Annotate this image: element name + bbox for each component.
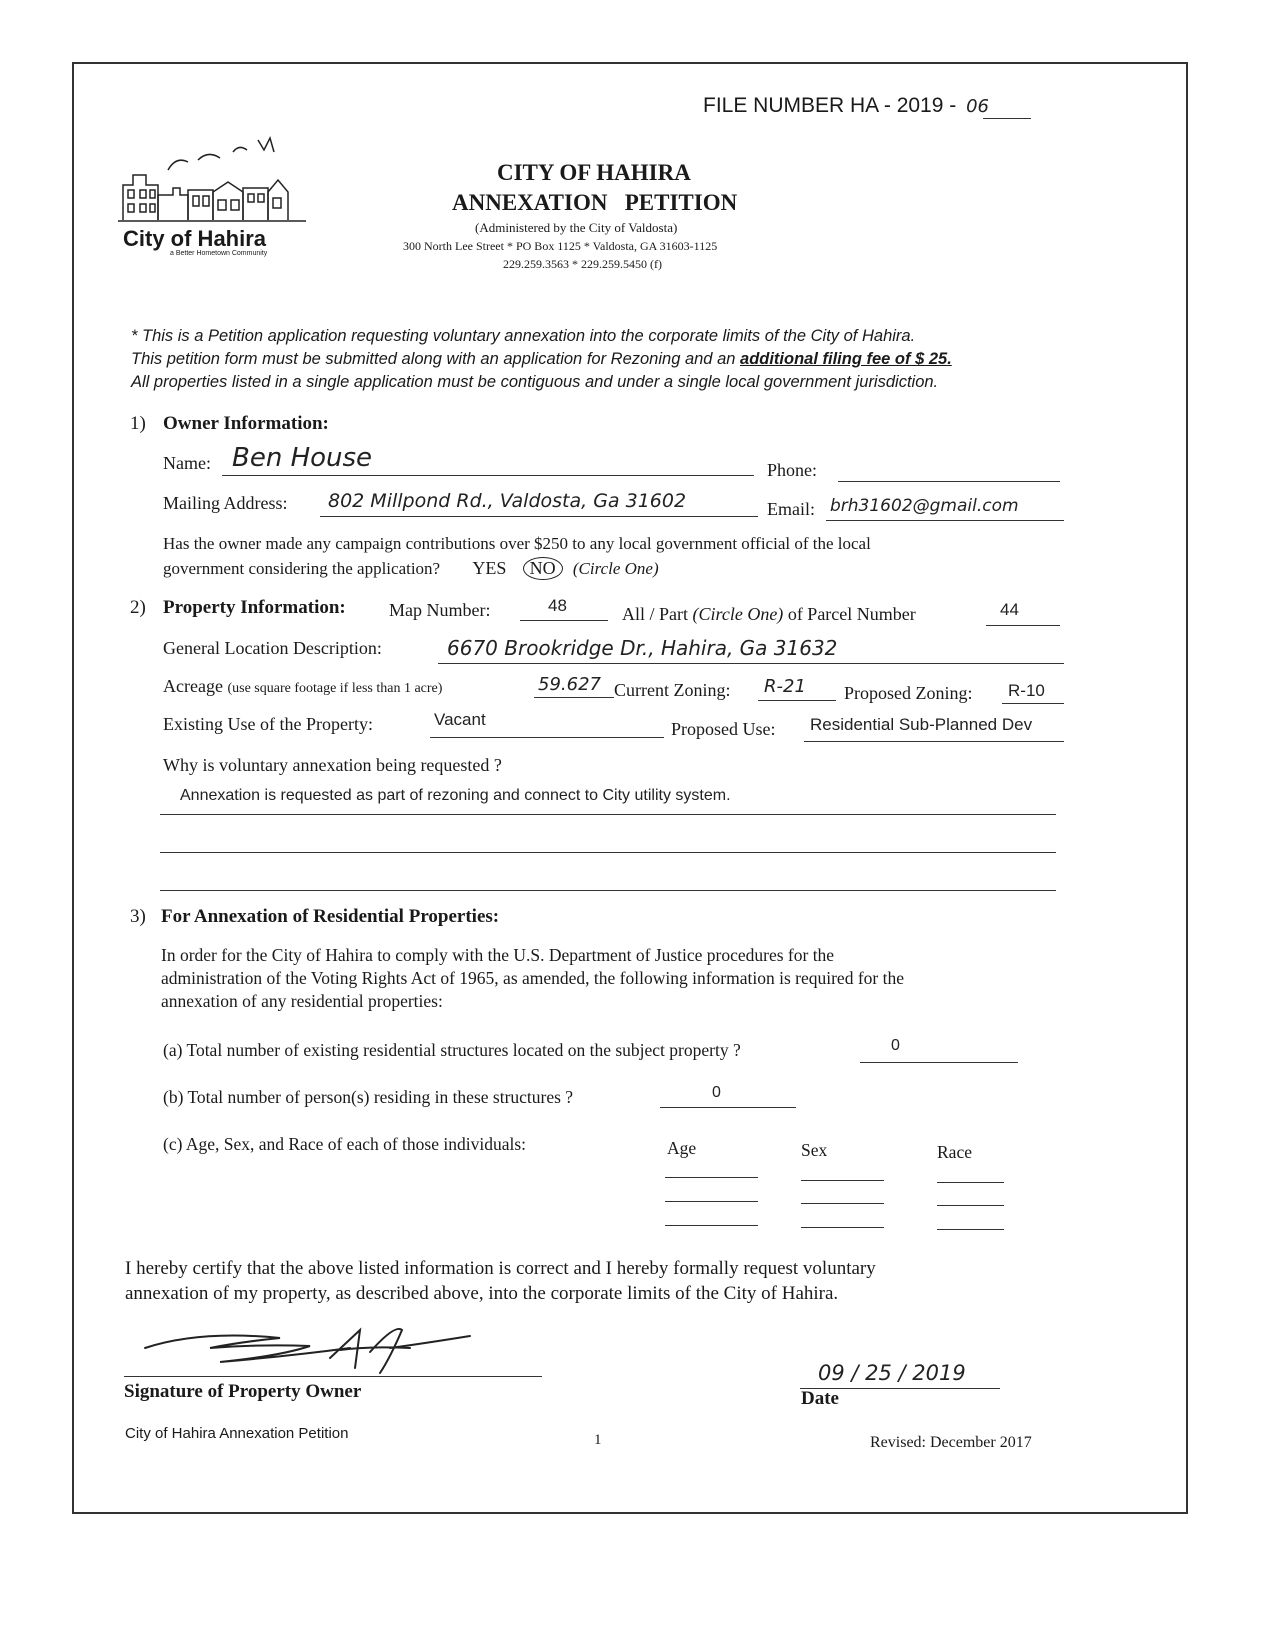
date-field[interactable]: 09 / 25 / 2019 [818, 1361, 966, 1385]
why-annexation-label: Why is voluntary annexation being requested ? [163, 755, 502, 775]
existing-use-field[interactable]: Vacant [434, 710, 486, 729]
current-zoning-field[interactable]: R-21 [764, 676, 806, 697]
acreage-label-text: Acreage [163, 676, 223, 696]
proposed-use-underline [804, 741, 1064, 742]
name-underline [222, 475, 754, 476]
campaign-question-line-1: Has the owner made any campaign contributions over $250 to any local government official of the local [163, 534, 871, 553]
section-3-heading: For Annexation of Residential Properties: [161, 906, 500, 927]
question-a-field[interactable]: 0 [891, 1037, 900, 1054]
existing-use-label: Existing Use of the Property: [163, 714, 373, 734]
office-address: 300 North Lee Street * PO Box 1125 * Valdosta, GA 31603-1125 [403, 239, 718, 253]
column-race: Race [937, 1142, 972, 1162]
circle-one-note: (Circle One) [572, 559, 659, 578]
age-line-3[interactable] [665, 1225, 758, 1226]
why-line-2 [160, 852, 1056, 853]
logo-text: City of Hahira [123, 226, 267, 251]
age-line-1[interactable] [665, 1177, 758, 1178]
section-3-number: 3) [130, 906, 146, 927]
question-c-label: (c) Age, Sex, and Race of each of those individuals: [163, 1134, 527, 1154]
all-part-label [622, 604, 916, 625]
proposed-zoning-field[interactable]: R-10 [1008, 681, 1045, 700]
acreage-label [163, 676, 442, 697]
certification-line-1: I hereby certify that the above listed information is correct and I hereby formally request voluntary [125, 1258, 876, 1279]
section-3-para-line-3: annexation of any residential properties: [161, 991, 443, 1011]
no-option-label: NO [529, 558, 556, 578]
intro-line-3: All properties listed in a single application must be contiguous and under a single local government jurisdiction. [131, 373, 939, 391]
parcel-number-label: of Parcel Number [787, 604, 916, 624]
section-3-para-line-1: In order for the City of Hahira to comply with the U.S. Department of Justice procedures for the [161, 945, 835, 965]
campaign-question-text: government considering the application? [163, 559, 441, 578]
proposed-zoning-underline [1002, 703, 1064, 704]
why-line-3 [160, 890, 1056, 891]
email-label: Email: [767, 499, 815, 519]
date-label: Date [801, 1388, 839, 1409]
map-number-label: Map Number: [389, 600, 491, 620]
signature-label: Signature of Property Owner [124, 1381, 362, 1402]
race-line-1[interactable] [937, 1182, 1004, 1183]
town-skyline-icon [118, 130, 308, 225]
acreage-field[interactable]: 59.627 [538, 674, 601, 695]
race-line-3[interactable] [937, 1229, 1004, 1230]
section-1-heading: Owner Information: [163, 413, 329, 434]
file-number-label: FILE NUMBER HA - 201 [703, 94, 932, 117]
file-number-sep: - [949, 94, 957, 117]
name-field[interactable]: Ben House [232, 443, 373, 473]
section-2-number: 2) [130, 597, 146, 618]
filing-fee-text: additional filing fee of $ 25. [740, 350, 952, 368]
question-b-underline [660, 1107, 796, 1108]
section-2-heading: Property Information: [163, 597, 346, 618]
intro-line-2 [131, 350, 952, 369]
city-logo [118, 130, 308, 260]
office-phones: 229.259.3563 * 229.259.5450 (f) [503, 257, 662, 271]
mailing-address-underline [320, 516, 758, 517]
question-b-label: (b) Total number of person(s) residing in these structures ? [163, 1087, 574, 1107]
race-line-2[interactable] [937, 1205, 1004, 1206]
section-1-number: 1) [130, 413, 146, 434]
all-part-circle-note: (Circle One) [692, 604, 784, 624]
file-number-suffix: 06 [966, 96, 990, 117]
section-3-para-line-2: administration of the Voting Rights Act of 1965, as amended, the following information is required for the [161, 968, 904, 988]
proposed-zoning-label: Proposed Zoning: [844, 683, 973, 703]
administered-note: (Administered by the City of Valdosta) [475, 220, 678, 235]
no-option[interactable] [523, 557, 563, 580]
campaign-question-line-2 [163, 557, 659, 580]
current-zoning-label: Current Zoning: [614, 680, 731, 700]
file-number-year-digit: 9 [931, 94, 944, 117]
phone-label: Phone: [767, 460, 818, 480]
map-number-underline [520, 620, 608, 621]
question-a-label: (a) Total number of existing residential structures located on the subject property ? [163, 1040, 741, 1060]
parcel-number-field[interactable]: 44 [1000, 600, 1019, 619]
page-title: CITY OF HAHIRA [497, 160, 691, 185]
mailing-address-field[interactable]: 802 Millpond Rd., Valdosta, Ga 31602 [328, 490, 687, 512]
sex-line-3[interactable] [801, 1227, 884, 1228]
sex-line-1[interactable] [801, 1180, 884, 1181]
column-age: Age [667, 1138, 697, 1158]
file-number [703, 94, 989, 118]
file-number-underline [983, 118, 1031, 119]
location-field[interactable]: 6670 Brookridge Dr., Hahira, Ga 31632 [447, 636, 838, 660]
yes-option[interactable]: YES [472, 558, 507, 578]
footer-doc-name: City of Hahira Annexation Petition [125, 1425, 349, 1442]
map-number-field[interactable]: 48 [548, 596, 567, 615]
sex-line-2[interactable] [801, 1203, 884, 1204]
column-sex: Sex [801, 1140, 828, 1160]
intro-line-2-text: This petition form must be submitted along with an application for Rezoning and an [131, 350, 741, 368]
page-subtitle: ANNEXATION PETITION [452, 190, 738, 215]
email-underline [826, 520, 1064, 521]
proposed-use-field[interactable]: Residential Sub-Planned Dev [810, 715, 1033, 734]
why-line-1 [160, 814, 1056, 815]
acreage-note: (use square footage if less than 1 acre) [227, 681, 443, 696]
parcel-number-underline [986, 625, 1060, 626]
owner-signature-icon [140, 1318, 480, 1378]
why-annexation-field[interactable]: Annexation is requested as part of rezoning and connect to City utility system. [180, 787, 731, 804]
name-label: Name: [163, 453, 211, 473]
certification-line-2: annexation of my property, as described above, into the corporate limits of the City of Hahira. [125, 1283, 839, 1304]
email-field[interactable]: brh31602@gmail.com [830, 496, 1019, 516]
all-part-option[interactable]: All / Part [622, 604, 688, 624]
footer-revised: Revised: December 2017 [870, 1434, 1032, 1451]
signature-underline [124, 1376, 542, 1377]
existing-use-underline [430, 737, 664, 738]
proposed-use-label: Proposed Use: [671, 719, 776, 739]
intro-line-1: * This is a Petition application requesting voluntary annexation into the corporate limits of the City of Hahira. [131, 327, 916, 345]
current-zoning-underline [758, 700, 836, 701]
phone-underline [838, 481, 1060, 482]
logo-tagline: a Better Hometown Community [170, 250, 268, 257]
acreage-underline [534, 697, 614, 698]
footer-page-number: 1 [594, 1432, 602, 1448]
question-a-underline [860, 1062, 1018, 1063]
mailing-address-label: Mailing Address: [163, 493, 288, 513]
location-underline [438, 663, 1064, 664]
question-b-field[interactable]: 0 [712, 1084, 721, 1101]
age-line-2[interactable] [665, 1201, 758, 1202]
location-label: General Location Description: [163, 638, 382, 658]
